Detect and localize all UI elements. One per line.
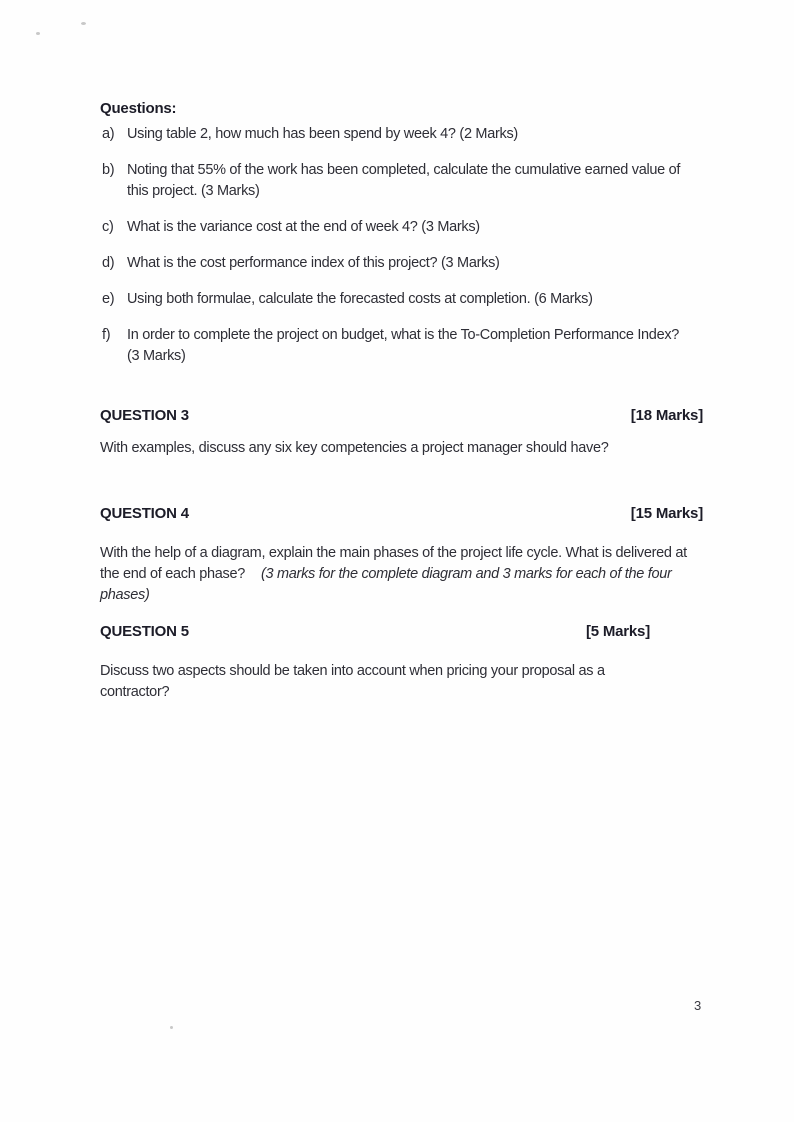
question3-body: With examples, discuss any six key competencies a project manager should have? — [100, 440, 609, 456]
question4-heading-row — [100, 505, 703, 522]
list-item-f — [100, 325, 704, 367]
questions-heading: Questions: — [100, 100, 177, 117]
list-item-text: Using both formulae, calculate the forecasted costs at completion. (6 Marks) — [127, 291, 593, 307]
question4-title: QUESTION 4 — [100, 505, 189, 522]
list-item-text: What is the variance cost at the end of week 4? (3 Marks) — [127, 219, 480, 235]
list-item-b — [100, 160, 704, 202]
list-item-letter: e) — [102, 291, 115, 307]
scan-speck — [170, 1026, 173, 1029]
list-item-c — [100, 217, 704, 238]
list-item-d — [100, 253, 704, 274]
question5-title: QUESTION 5 — [100, 623, 189, 640]
question4-body — [100, 543, 703, 606]
questions-section — [100, 100, 704, 382]
list-item-letter: d) — [102, 255, 115, 271]
list-item-text: Using table 2, how much has been spend by week 4? (2 Marks) — [127, 126, 518, 142]
question5-marks: [5 Marks] — [585, 623, 650, 640]
list-item-letter: f) — [102, 327, 111, 343]
question3-marks: [18 Marks] — [630, 407, 703, 424]
question5-heading-row — [100, 623, 650, 640]
list-item-a — [100, 124, 704, 145]
list-item-letter: a) — [102, 126, 115, 142]
question3-heading-row — [100, 407, 703, 424]
list-item-text: Noting that 55% of the work has been completed, calculate the cumulative earned value of this project. (3 Marks) — [127, 162, 681, 199]
list-item-text: What is the cost performance index of this project? (3 Marks) — [127, 255, 500, 271]
question4-body-normal: With the help of a diagram, explain the main phases of the project life cycle. What is delivered at the end of each phase? — [100, 545, 687, 582]
list-item-letter: c) — [102, 219, 114, 235]
question5-body: Discuss two aspects should be taken into account when pricing your proposal as a contractor? — [100, 663, 605, 700]
question3-title: QUESTION 3 — [100, 407, 189, 424]
question4-body-italic: (3 marks for the complete diagram and 3 marks for each of the four phases) — [100, 566, 672, 603]
scan-speck — [81, 22, 86, 25]
question-list — [100, 124, 704, 367]
list-item-text: In order to complete the project on budget, what is the To-Completion Performance Index? (3 Marks) — [127, 327, 680, 364]
list-item-e — [100, 289, 704, 310]
question4-marks: [15 Marks] — [630, 505, 703, 522]
list-item-letter: b) — [102, 162, 115, 178]
page-number: 3 — [694, 998, 702, 1013]
scan-speck — [36, 32, 40, 35]
